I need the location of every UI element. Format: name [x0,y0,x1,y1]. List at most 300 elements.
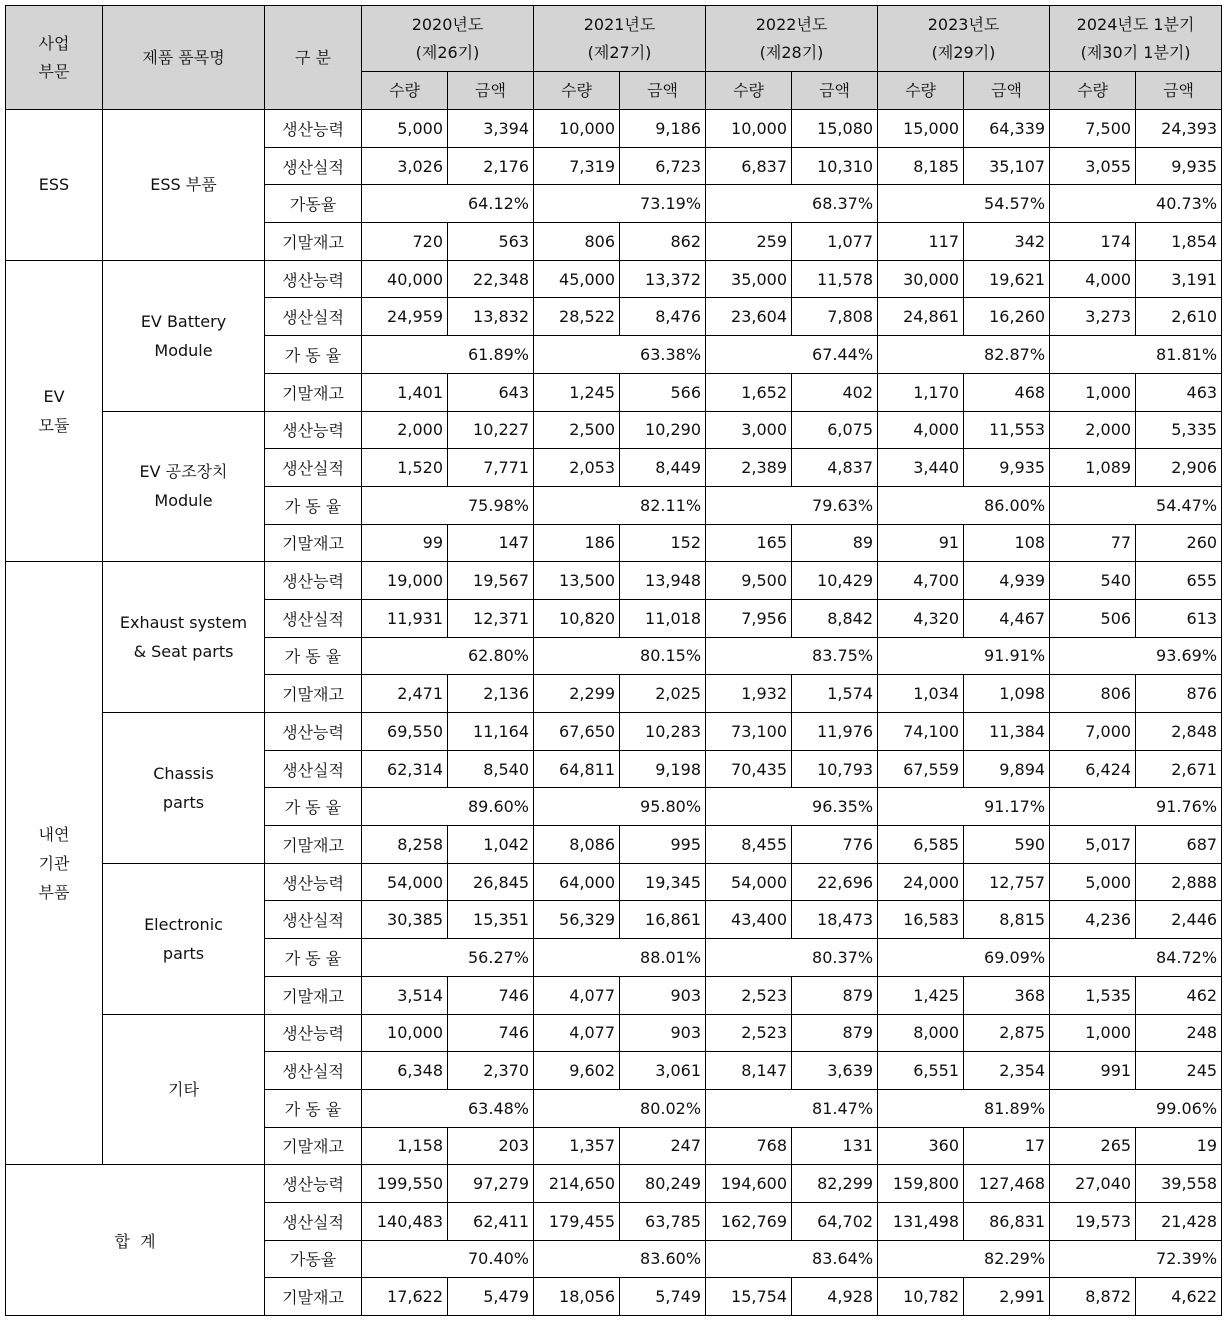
segment-name-line: ESS [38,175,70,195]
utilization-rate-cell: 88.01% [534,939,706,977]
value-cell: 8,815 [964,901,1050,939]
category-label: 가 동 율 [265,1089,362,1127]
header-year-4 [1050,6,1222,72]
segment-name-line: EV [43,387,65,406]
value-cell: 8,872 [1050,1278,1136,1316]
value-cell: 563 [448,223,534,261]
value-cell: 140,483 [362,1202,448,1240]
value-cell: 876 [1136,675,1222,713]
value-cell: 64,000 [534,863,620,901]
value-cell: 131,498 [878,1202,964,1240]
value-cell: 174 [1050,223,1136,261]
value-cell: 35,000 [706,260,792,298]
total-label: 합 계 [6,1165,265,1316]
category-label: 생산실적 [265,1052,362,1090]
value-cell: 11,384 [964,713,1050,751]
value-cell: 2,523 [706,976,792,1014]
value-cell: 43,400 [706,901,792,939]
header-year-period: (제27기) [587,42,652,62]
value-cell: 8,185 [878,147,964,185]
value-cell: 62,314 [362,750,448,788]
category-label: 가동율 [265,1240,362,1278]
value-cell: 7,808 [792,298,878,336]
value-cell: 17,622 [362,1278,448,1316]
value-cell: 28,522 [534,298,620,336]
value-cell: 2,389 [706,449,792,487]
value-cell: 1,000 [1050,1014,1136,1052]
value-cell: 27,040 [1050,1165,1136,1203]
product-name-line: Chassis [153,763,214,783]
segment-name-line: 부품 [38,882,70,902]
category-label: 기말재고 [265,223,362,261]
table-row [6,411,1222,449]
value-cell: 8,540 [448,750,534,788]
utilization-rate-cell: 56.27% [362,939,534,977]
value-cell: 4,939 [964,562,1050,600]
utilization-rate-cell: 63.48% [362,1089,534,1127]
value-cell: 368 [964,976,1050,1014]
utilization-rate-cell: 81.47% [706,1089,878,1127]
value-cell: 19 [1136,1127,1222,1165]
header-amount: 금액 [620,72,706,110]
header-segment [6,6,103,110]
value-cell: 1,535 [1050,976,1136,1014]
utilization-rate-cell: 80.15% [534,637,706,675]
value-cell: 10,820 [534,599,620,637]
category-label: 가 동 율 [265,939,362,977]
segment-name-line: 모듈 [38,416,70,435]
value-cell: 879 [792,976,878,1014]
value-cell: 86,831 [964,1202,1050,1240]
category-label: 생산실적 [265,147,362,185]
value-cell: 248 [1136,1014,1222,1052]
value-cell: 1,245 [534,373,620,411]
value-cell: 64,811 [534,750,620,788]
value-cell: 402 [792,373,878,411]
header-qty: 수량 [362,72,448,110]
value-cell: 9,500 [706,562,792,600]
value-cell: 24,000 [878,863,964,901]
value-cell: 506 [1050,599,1136,637]
header-qty: 수량 [878,72,964,110]
product-cell [103,411,265,562]
category-label: 기말재고 [265,1127,362,1165]
value-cell: 179,455 [534,1202,620,1240]
value-cell: 89 [792,524,878,562]
utilization-rate-cell: 61.89% [362,336,534,374]
value-cell: 19,573 [1050,1202,1136,1240]
utilization-rate-cell: 70.40% [362,1240,534,1278]
value-cell: 117 [878,223,964,261]
value-cell: 74,100 [878,713,964,751]
value-cell: 1,520 [362,449,448,487]
utilization-rate-cell: 91.17% [878,788,1050,826]
product-cell [103,562,265,713]
value-cell: 1,357 [534,1127,620,1165]
value-cell: 9,935 [1136,147,1222,185]
utilization-rate-cell: 82.87% [878,336,1050,374]
value-cell: 1,034 [878,675,964,713]
segment-cell [6,110,103,261]
value-cell: 16,861 [620,901,706,939]
value-cell: 5,335 [1136,411,1222,449]
segment-name-line: 내연 [38,824,70,844]
value-cell: 3,639 [792,1052,878,1090]
value-cell: 862 [620,223,706,261]
product-name-line: Module [154,491,213,511]
header-year-1 [534,6,706,72]
value-cell: 3,394 [448,110,534,148]
category-label: 생산능력 [265,562,362,600]
value-cell: 159,800 [878,1165,964,1203]
value-cell: 12,371 [448,599,534,637]
utilization-rate-cell: 67.44% [706,336,878,374]
value-cell: 10,000 [534,110,620,148]
value-cell: 1,854 [1136,223,1222,261]
utilization-rate-cell: 82.29% [878,1240,1050,1278]
value-cell: 8,147 [706,1052,792,1090]
value-cell: 67,650 [534,713,620,751]
value-cell: 1,574 [792,675,878,713]
value-cell: 16,260 [964,298,1050,336]
table-row [6,1014,1222,1052]
value-cell: 1,170 [878,373,964,411]
header-year-3 [878,6,1050,72]
value-cell: 11,018 [620,599,706,637]
value-cell: 7,000 [1050,713,1136,751]
category-label: 기말재고 [265,976,362,1014]
value-cell: 45,000 [534,260,620,298]
value-cell: 15,754 [706,1278,792,1316]
value-cell: 903 [620,976,706,1014]
utilization-rate-cell: 73.19% [534,185,706,223]
value-cell: 56,329 [534,901,620,939]
product-name-line: Module [154,340,213,360]
production-table-wrapper [5,5,1222,1316]
value-cell: 1,077 [792,223,878,261]
value-cell: 63,785 [620,1202,706,1240]
value-cell: 746 [448,976,534,1014]
category-label: 가동율 [265,185,362,223]
header-year-period: (제29기) [931,42,996,62]
category-label: 생산실적 [265,1202,362,1240]
value-cell: 8,449 [620,449,706,487]
value-cell: 19,621 [964,260,1050,298]
header-amount: 금액 [792,72,878,110]
value-cell: 2,471 [362,675,448,713]
value-cell: 10,000 [362,1014,448,1052]
value-cell: 69,550 [362,713,448,751]
utilization-rate-cell: 68.37% [706,185,878,223]
value-cell: 9,894 [964,750,1050,788]
utilization-rate-cell: 79.63% [706,486,878,524]
value-cell: 2,053 [534,449,620,487]
value-cell: 30,385 [362,901,448,939]
value-cell: 2,906 [1136,449,1222,487]
value-cell: 2,000 [1050,411,1136,449]
value-cell: 4,320 [878,599,964,637]
value-cell: 720 [362,223,448,261]
value-cell: 903 [620,1014,706,1052]
utilization-rate-cell: 82.11% [534,486,706,524]
value-cell: 468 [964,373,1050,411]
production-capacity-table [5,5,1222,1316]
utilization-rate-cell: 62.80% [362,637,534,675]
value-cell: 2,176 [448,147,534,185]
utilization-rate-cell: 64.12% [362,185,534,223]
product-cell [103,1014,265,1165]
utilization-rate-cell: 99.06% [1050,1089,1222,1127]
utilization-rate-cell: 91.76% [1050,788,1222,826]
value-cell: 9,198 [620,750,706,788]
value-cell: 64,339 [964,110,1050,148]
value-cell: 2,875 [964,1014,1050,1052]
value-cell: 7,500 [1050,110,1136,148]
value-cell: 13,832 [448,298,534,336]
value-cell: 131 [792,1127,878,1165]
value-cell: 2,888 [1136,863,1222,901]
product-cell [103,110,265,261]
value-cell: 9,935 [964,449,1050,487]
utilization-rate-cell: 91.91% [878,637,1050,675]
value-cell: 10,227 [448,411,534,449]
value-cell: 2,446 [1136,901,1222,939]
value-cell: 3,514 [362,976,448,1014]
utilization-rate-cell: 83.64% [706,1240,878,1278]
value-cell: 1,158 [362,1127,448,1165]
value-cell: 18,056 [534,1278,620,1316]
value-cell: 10,782 [878,1278,964,1316]
utilization-rate-cell: 96.35% [706,788,878,826]
value-cell: 2,136 [448,675,534,713]
value-cell: 5,479 [448,1278,534,1316]
category-label: 생산능력 [265,411,362,449]
utilization-rate-cell: 84.72% [1050,939,1222,977]
utilization-rate-cell: 40.73% [1050,185,1222,223]
value-cell: 22,348 [448,260,534,298]
table-header [6,6,1222,110]
value-cell: 4,837 [792,449,878,487]
value-cell: 8,476 [620,298,706,336]
value-cell: 13,372 [620,260,706,298]
table-row [6,110,1222,148]
value-cell: 199,550 [362,1165,448,1203]
table-body [6,110,1222,1316]
table-row [6,562,1222,600]
utilization-rate-cell: 81.89% [878,1089,1050,1127]
value-cell: 108 [964,524,1050,562]
category-label: 생산실적 [265,449,362,487]
value-cell: 2,848 [1136,713,1222,751]
value-cell: 746 [448,1014,534,1052]
value-cell: 4,000 [878,411,964,449]
product-cell [103,260,265,411]
value-cell: 3,191 [1136,260,1222,298]
category-label: 생산실적 [265,599,362,637]
value-cell: 4,928 [792,1278,878,1316]
utilization-rate-cell: 69.09% [878,939,1050,977]
value-cell: 260 [1136,524,1222,562]
category-label: 생산실적 [265,750,362,788]
value-cell: 8,455 [706,826,792,864]
value-cell: 7,771 [448,449,534,487]
table-row [6,713,1222,751]
value-cell: 265 [1050,1127,1136,1165]
value-cell: 10,283 [620,713,706,751]
product-name-line: EV 공조장치 [139,462,228,482]
value-cell: 26,845 [448,863,534,901]
value-cell: 991 [1050,1052,1136,1090]
utilization-rate-cell: 54.57% [878,185,1050,223]
product-name-line: & Seat parts [133,642,234,662]
header-qty: 수량 [1050,72,1136,110]
value-cell: 2,025 [620,675,706,713]
value-cell: 77 [1050,524,1136,562]
value-cell: 9,602 [534,1052,620,1090]
value-cell: 5,000 [362,110,448,148]
value-cell: 19,000 [362,562,448,600]
table-row [6,863,1222,901]
value-cell: 806 [1050,675,1136,713]
value-cell: 24,959 [362,298,448,336]
header-year-period: (제26기) [415,42,480,62]
value-cell: 1,401 [362,373,448,411]
value-cell: 5,749 [620,1278,706,1316]
product-name-line: Exhaust system [119,613,248,633]
value-cell: 82,299 [792,1165,878,1203]
category-label: 기말재고 [265,675,362,713]
header-product: 제품 품목명 [103,6,265,110]
product-cell [103,863,265,1014]
value-cell: 39,558 [1136,1165,1222,1203]
category-label: 생산실적 [265,298,362,336]
value-cell: 11,578 [792,260,878,298]
value-cell: 11,164 [448,713,534,751]
value-cell: 2,610 [1136,298,1222,336]
value-cell: 13,948 [620,562,706,600]
value-cell: 7,956 [706,599,792,637]
value-cell: 590 [964,826,1050,864]
value-cell: 3,000 [706,411,792,449]
utilization-rate-cell: 63.38% [534,336,706,374]
value-cell: 10,290 [620,411,706,449]
product-name-line: ESS 부품 [150,175,217,195]
segment-name-line: 기관 [38,853,70,873]
value-cell: 6,348 [362,1052,448,1090]
value-cell: 10,793 [792,750,878,788]
product-name-line: 기타 [168,1079,199,1099]
product-cell [103,713,265,864]
value-cell: 360 [878,1127,964,1165]
value-cell: 21,428 [1136,1202,1222,1240]
category-label: 기말재고 [265,524,362,562]
value-cell: 1,042 [448,826,534,864]
value-cell: 11,931 [362,599,448,637]
value-cell: 2,991 [964,1278,1050,1316]
value-cell: 214,650 [534,1165,620,1203]
header-segment-line-2: 부문 [38,61,70,81]
utilization-rate-cell: 83.75% [706,637,878,675]
category-label: 생산능력 [265,260,362,298]
value-cell: 16,583 [878,901,964,939]
value-cell: 30,000 [878,260,964,298]
category-label: 가 동 율 [265,637,362,675]
product-name-line: parts [162,943,205,963]
value-cell: 4,700 [878,562,964,600]
value-cell: 643 [448,373,534,411]
value-cell: 4,236 [1050,901,1136,939]
utilization-rate-cell: 89.60% [362,788,534,826]
category-label: 생산능력 [265,1014,362,1052]
category-label: 가 동 율 [265,486,362,524]
value-cell: 2,370 [448,1052,534,1090]
product-name-line: parts [162,792,205,812]
category-label: 생산능력 [265,1165,362,1203]
utilization-rate-cell: 75.98% [362,486,534,524]
header-amount: 금액 [1136,72,1222,110]
product-name-line: EV Battery [140,311,227,331]
value-cell: 6,075 [792,411,878,449]
value-cell: 540 [1050,562,1136,600]
value-cell: 40,000 [362,260,448,298]
value-cell: 245 [1136,1052,1222,1090]
value-cell: 1,098 [964,675,1050,713]
value-cell: 7,319 [534,147,620,185]
value-cell: 6,424 [1050,750,1136,788]
utilization-rate-cell: 54.47% [1050,486,1222,524]
utilization-rate-cell: 80.37% [706,939,878,977]
category-label: 가 동 율 [265,336,362,374]
value-cell: 15,080 [792,110,878,148]
category-label: 기말재고 [265,1278,362,1316]
value-cell: 165 [706,524,792,562]
segment-cell [6,260,103,562]
value-cell: 8,086 [534,826,620,864]
value-cell: 19,567 [448,562,534,600]
value-cell: 4,622 [1136,1278,1222,1316]
value-cell: 768 [706,1127,792,1165]
value-cell: 1,425 [878,976,964,1014]
value-cell: 152 [620,524,706,562]
utilization-rate-cell: 72.39% [1050,1240,1222,1278]
value-cell: 2,000 [362,411,448,449]
value-cell: 8,258 [362,826,448,864]
header-qty: 수량 [706,72,792,110]
utilization-rate-cell: 83.60% [534,1240,706,1278]
value-cell: 9,186 [620,110,706,148]
value-cell: 24,861 [878,298,964,336]
value-cell: 18,473 [792,901,878,939]
value-cell: 15,000 [878,110,964,148]
value-cell: 462 [1136,976,1222,1014]
value-cell: 19,345 [620,863,706,901]
value-cell: 806 [534,223,620,261]
value-cell: 17 [964,1127,1050,1165]
category-label: 기말재고 [265,826,362,864]
value-cell: 3,440 [878,449,964,487]
value-cell: 11,553 [964,411,1050,449]
value-cell: 687 [1136,826,1222,864]
value-cell: 6,585 [878,826,964,864]
value-cell: 995 [620,826,706,864]
value-cell: 4,077 [534,1014,620,1052]
value-cell: 566 [620,373,706,411]
value-cell: 6,551 [878,1052,964,1090]
value-cell: 1,000 [1050,373,1136,411]
value-cell: 54,000 [706,863,792,901]
value-cell: 24,393 [1136,110,1222,148]
value-cell: 10,310 [792,147,878,185]
